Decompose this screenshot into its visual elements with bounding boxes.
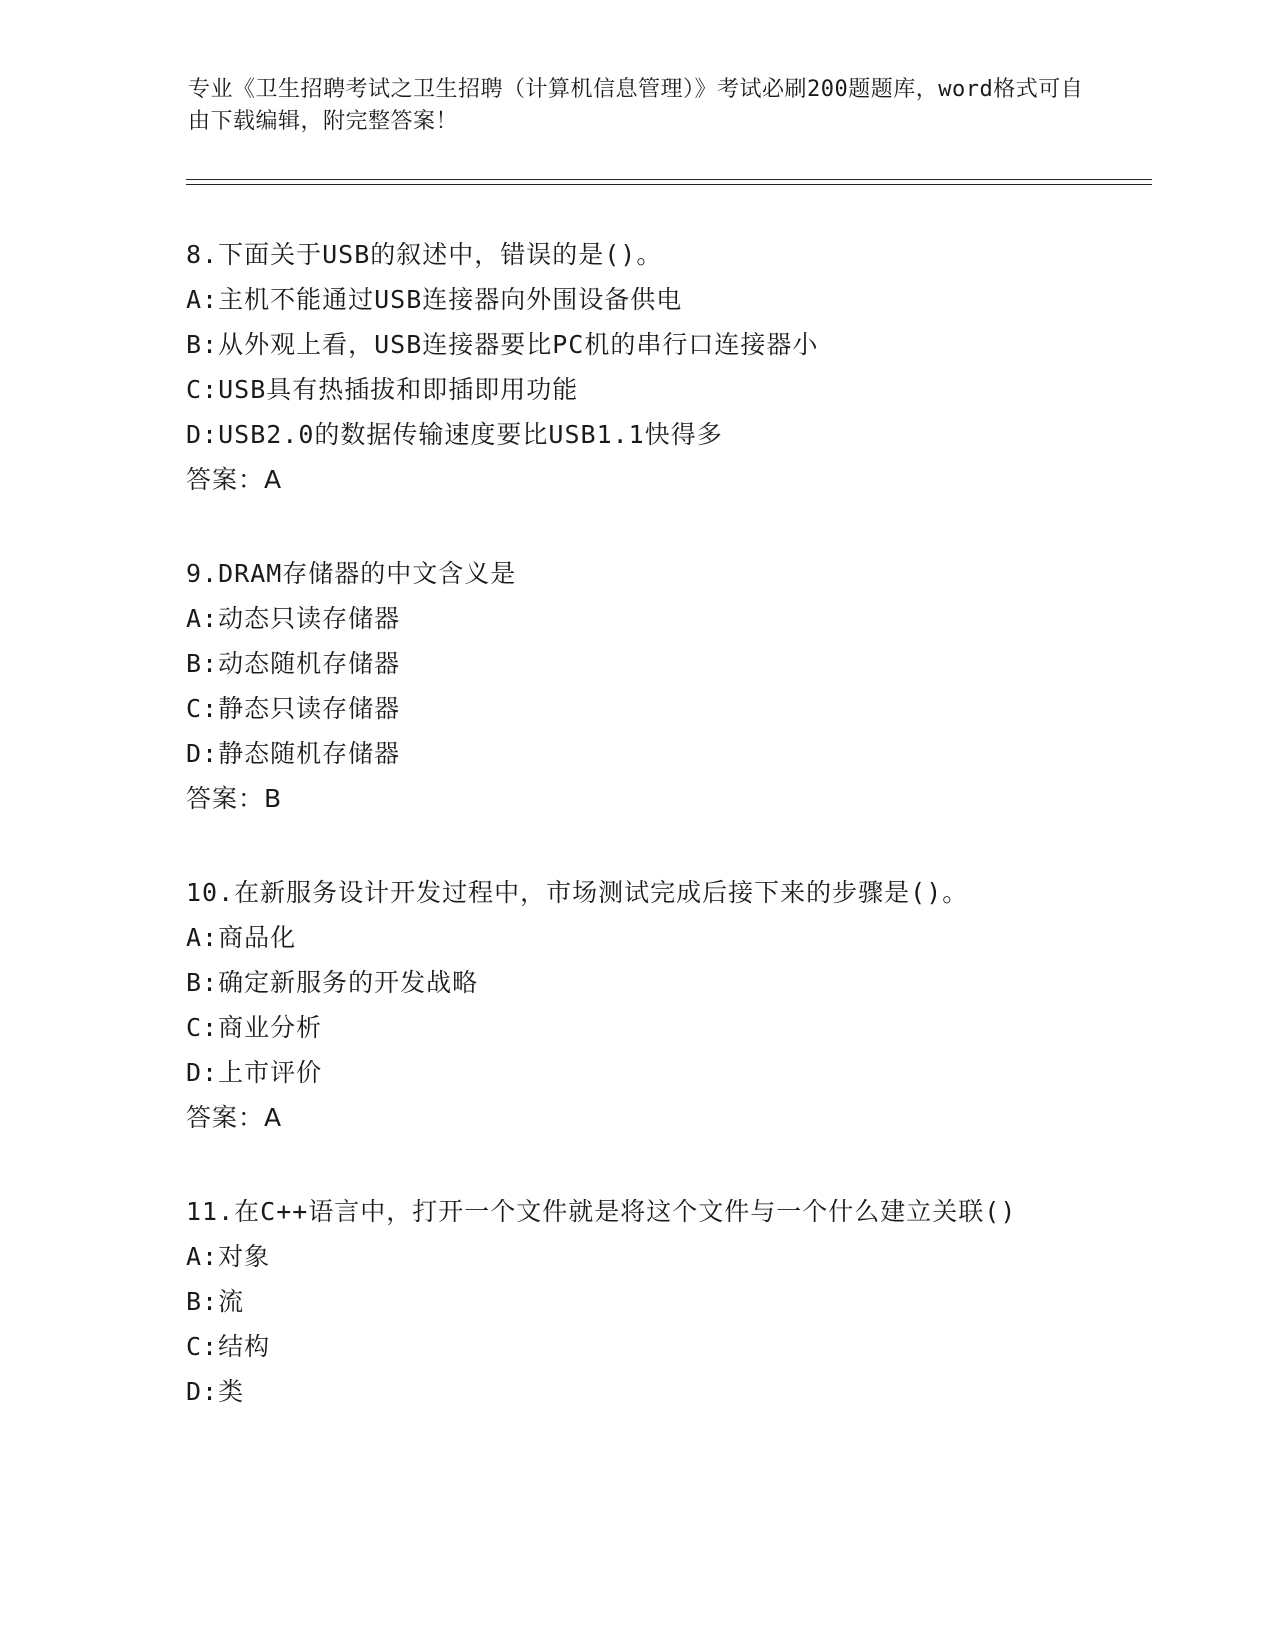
option-a: A:对象 <box>186 1242 271 1271</box>
option-a: A:商品化 <box>186 923 297 952</box>
option-a: A:主机不能通过USB连接器向外围设备供电 <box>186 285 683 314</box>
header-divider-bottom <box>186 184 1152 185</box>
answer-line: 答案：A <box>186 465 283 494</box>
question-10 <box>186 870 1086 1140</box>
question-stem: 10.在新服务设计开发过程中，市场测试完成后接下来的步骤是()。 <box>186 878 969 907</box>
option-d: D:USB2.0的数据传输速度要比USB1.1快得多 <box>186 420 723 449</box>
option-c: C:静态只读存储器 <box>186 694 401 723</box>
option-c: C:USB具有热插拔和即插即用功能 <box>186 375 579 404</box>
option-b: B:动态随机存储器 <box>186 649 401 678</box>
option-b: B:确定新服务的开发战略 <box>186 968 479 997</box>
option-c: C:商业分析 <box>186 1013 323 1042</box>
question-stem: 8.下面关于USB的叙述中，错误的是()。 <box>186 240 663 269</box>
question-stem: 9.DRAM存储器的中文含义是 <box>186 559 517 588</box>
answer-line: 答案：A <box>186 1103 283 1132</box>
option-d: D:上市评价 <box>186 1058 323 1087</box>
option-b: B:从外观上看，USB连接器要比PC机的串行口连接器小 <box>186 330 819 359</box>
option-a: A:动态只读存储器 <box>186 604 401 633</box>
document-header: 专业《卫生招聘考试之卫生招聘（计算机信息管理）》考试必刷200题题库，word格式可自由下载编辑，附完整答案！ <box>188 77 1084 134</box>
header-divider-top <box>186 179 1152 180</box>
question-stem: 11.在C++语言中，打开一个文件就是将这个文件与一个什么建立关联() <box>186 1197 1017 1226</box>
option-d: D:静态随机存储器 <box>186 739 401 768</box>
answer-line: 答案：B <box>186 784 283 813</box>
question-9 <box>186 551 1086 821</box>
question-8 <box>186 232 1086 502</box>
option-b: B:流 <box>186 1287 245 1316</box>
option-c: C:结构 <box>186 1332 271 1361</box>
question-11 <box>186 1189 1086 1414</box>
option-d: D:类 <box>186 1377 245 1406</box>
